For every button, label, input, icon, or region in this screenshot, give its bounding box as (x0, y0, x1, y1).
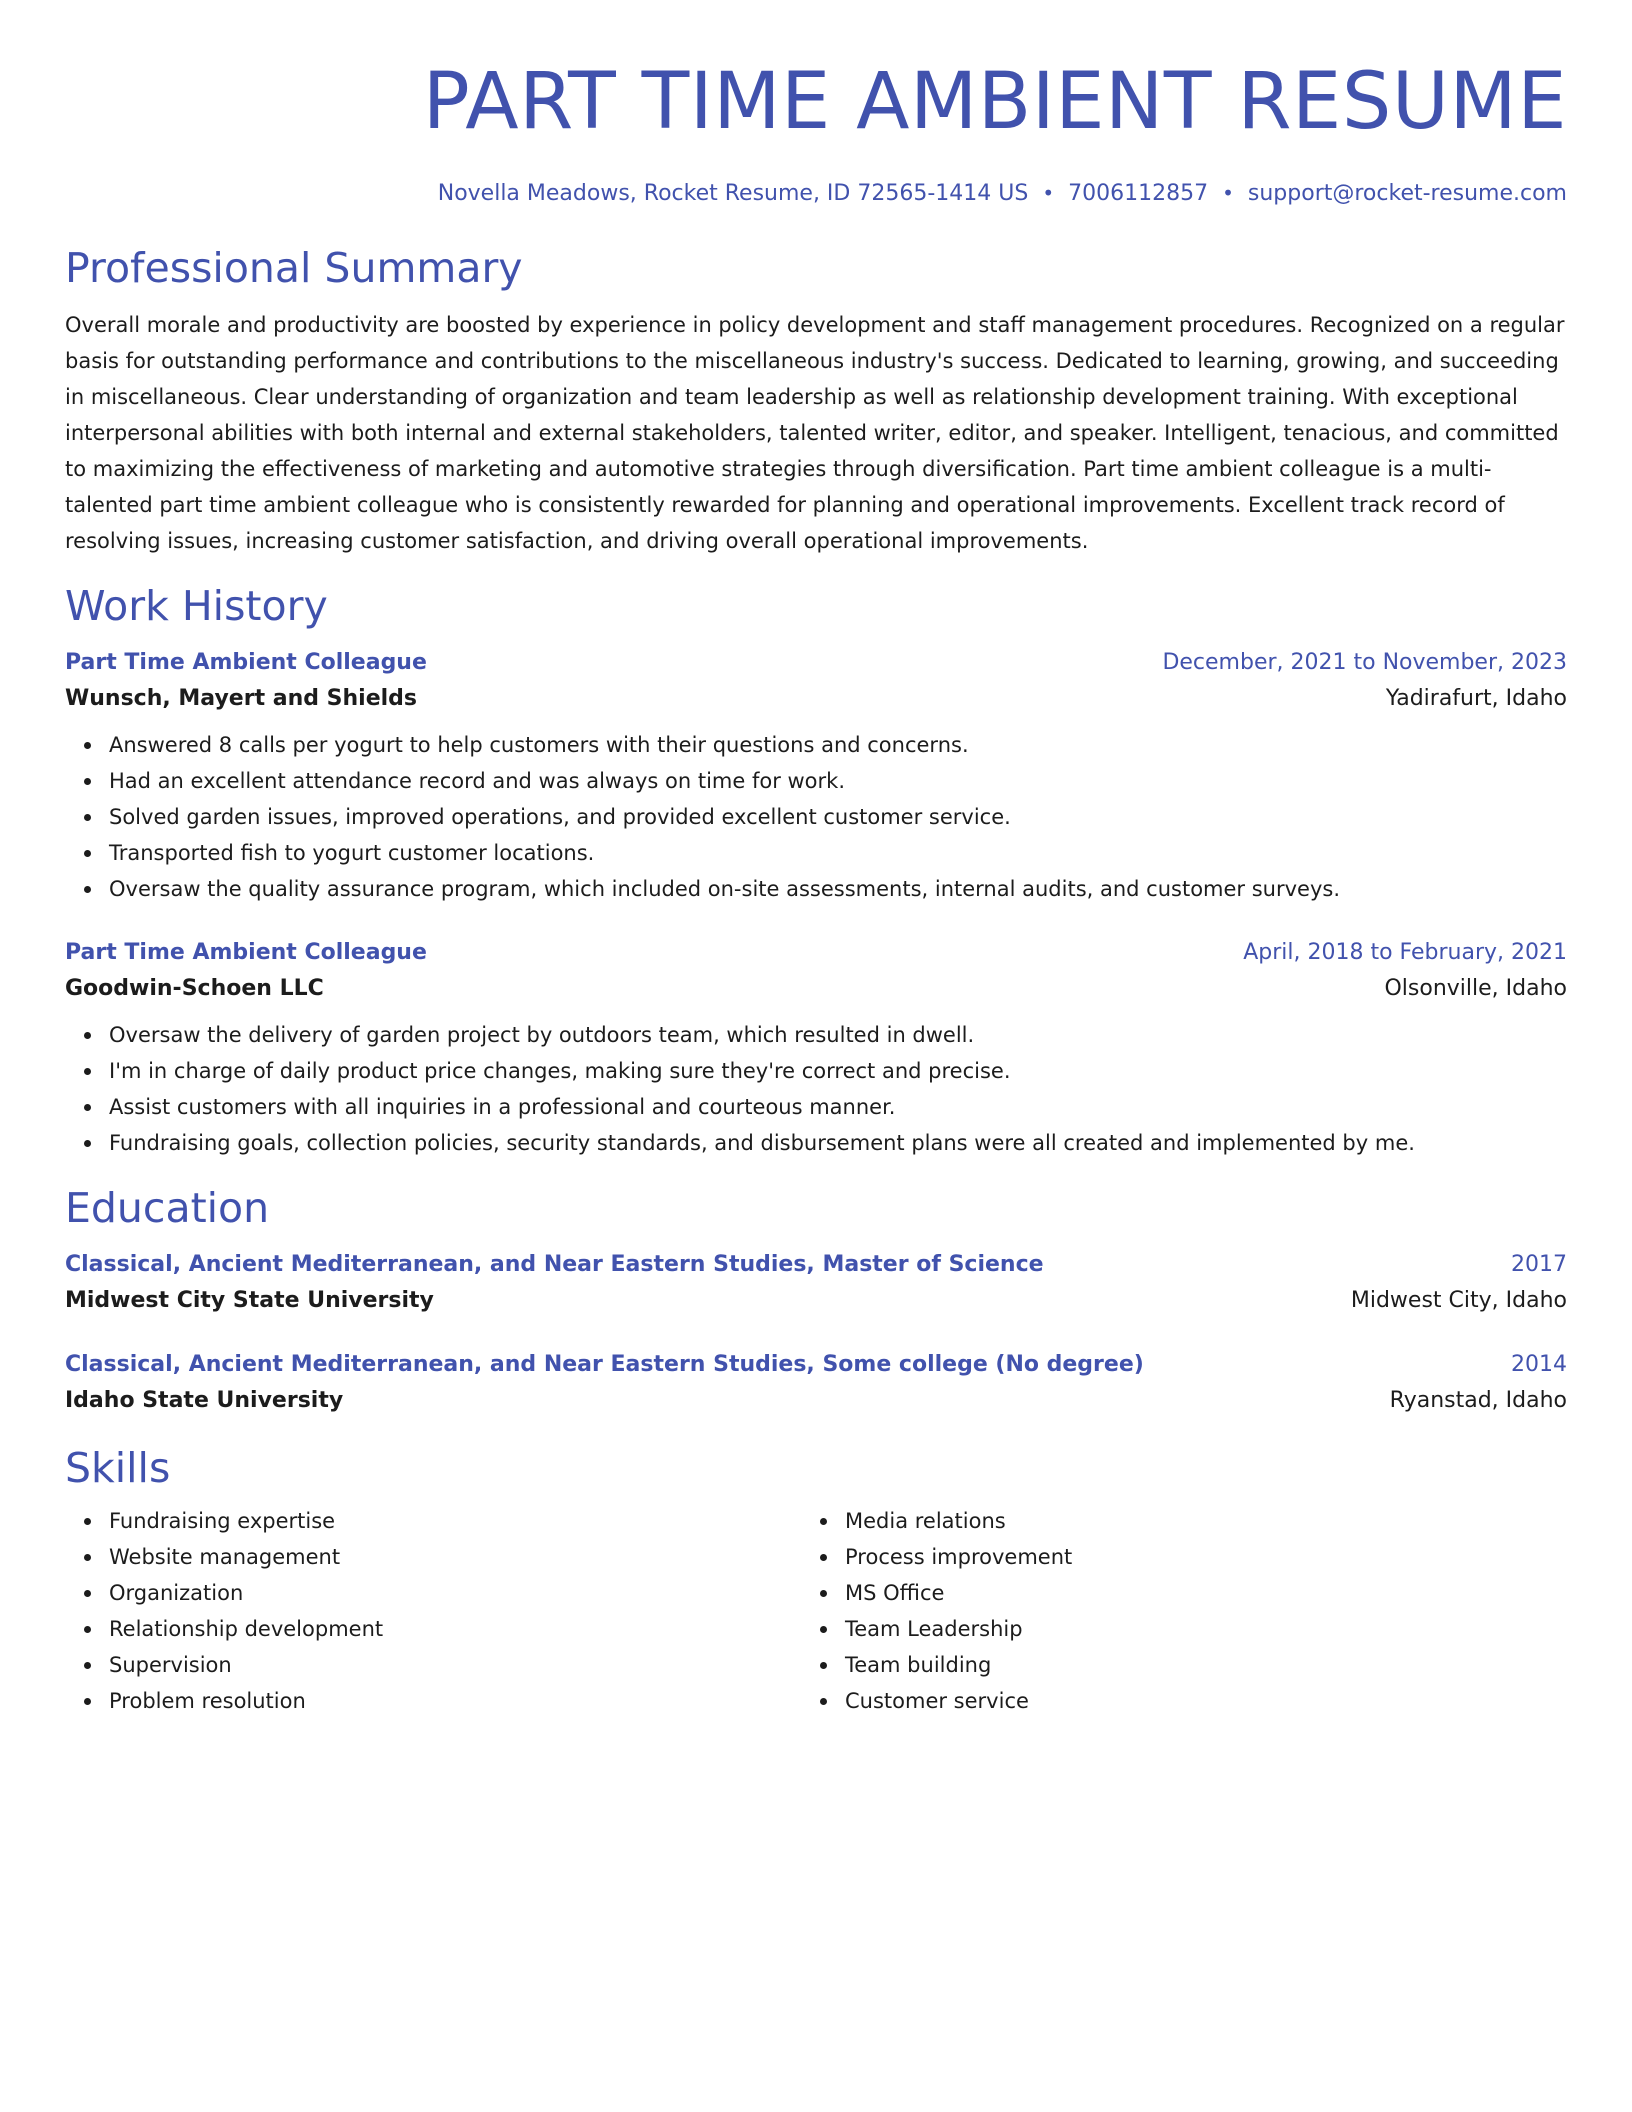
job-dates: December, 2021 to November, 2023 (1162, 650, 1567, 675)
skill-item: Media relations (845, 1503, 1537, 1539)
education-year: 2014 (1511, 1352, 1567, 1377)
skills-list-left (65, 1503, 801, 1719)
skills-columns (65, 1503, 1567, 1719)
skill-item: Website management (109, 1539, 801, 1575)
skill-item: Organization (109, 1575, 801, 1611)
job-entry (65, 645, 1567, 907)
education-entry (65, 1347, 1567, 1419)
job-location: Yadirafurt, Idaho (1385, 686, 1567, 711)
contact-line (65, 178, 1567, 209)
education-school: Midwest City State University (65, 1288, 434, 1313)
job-bullet: Transported fish to yogurt customer locations. (109, 835, 1567, 871)
contact-phone: 7006112857 (1068, 181, 1209, 206)
skill-item: Team Leadership (845, 1611, 1537, 1647)
job-company-row (65, 971, 1567, 1007)
education-school: Idaho State University (65, 1388, 344, 1413)
job-dates: April, 2018 to February, 2021 (1243, 940, 1567, 965)
skill-item: Problem resolution (109, 1683, 801, 1719)
skills-heading: Skills (65, 1444, 171, 1492)
skills-list-right (801, 1503, 1537, 1719)
job-bullet: Had an excellent attendance record and was always on time for work. (109, 763, 1567, 799)
job-bullet: Fundraising goals, collection policies, security standards, and disbursement plans were all created and implemented by me. (109, 1125, 1567, 1161)
skill-item: Fundraising expertise (109, 1503, 801, 1539)
resume-name: PART TIME AMBIENT RESUME (422, 57, 1567, 147)
education-entry (65, 1247, 1567, 1319)
contact-address: Novella Meadows, Rocket Resume, ID 72565-1414 US (437, 181, 1029, 206)
job-title: Part Time Ambient Colleague (65, 940, 427, 965)
education-year: 2017 (1511, 1252, 1567, 1277)
education-header (65, 1347, 1567, 1383)
job-bullet: Oversaw the delivery of garden project by outdoors team, which resulted in dwell. (109, 1017, 1567, 1053)
job-bullet-list (65, 1017, 1567, 1161)
job-bullet: I'm in charge of daily product price changes, making sure they're correct and precise. (109, 1053, 1567, 1089)
education-degree: Classical, Ancient Mediterranean, and Near Eastern Studies, Master of Science (65, 1252, 1044, 1277)
job-location: Olsonville, Idaho (1384, 976, 1567, 1001)
summary-text: Overall morale and productivity are boosted by experience in policy development and staff management procedures. Recognized on a regular basis for outstanding performance and contributions to the miscellaneous industry's success. Dedicated to learning, growing, and succeeding in miscellaneous. Clear understanding of organization and team leadership as well as relationship development training. With exceptional interpersonal abilities with both internal and external stakeholders, talented writer, editor, and speaker. Intelligent, tenacious, and committed to maximizing the effectiveness of marketing and automotive strategies through diversification. Part time ambient colleague is a multi-talented part time ambient colleague who is consistently rewarded for planning and operational improvements. Excellent track record of resolving issues, increasing customer satisfaction, and driving overall operational improvements. (65, 313, 1565, 553)
contact-separator: • (1222, 181, 1234, 205)
job-header (65, 935, 1567, 971)
contact-separator: • (1042, 181, 1055, 205)
education-school-row (65, 1383, 1567, 1419)
education-heading: Education (65, 1184, 270, 1232)
job-header (65, 645, 1567, 681)
education-school-row (65, 1283, 1567, 1319)
skill-item: MS Office (845, 1575, 1537, 1611)
job-bullet: Answered 8 calls per yogurt to help customers with their questions and concerns. (109, 727, 1567, 763)
job-company: Goodwin-Schoen LLC (65, 976, 324, 1001)
job-bullet: Assist customers with all inquiries in a professional and courteous manner. (109, 1089, 1567, 1125)
job-bullet-list (65, 727, 1567, 907)
job-entry (65, 935, 1567, 1161)
job-company: Wunsch, Mayert and Shields (65, 686, 418, 711)
education-header (65, 1247, 1567, 1283)
education-location: Midwest City, Idaho (1350, 1288, 1567, 1313)
work-history-heading: Work History (65, 582, 328, 630)
skill-item: Customer service (845, 1683, 1537, 1719)
job-title: Part Time Ambient Colleague (65, 650, 427, 675)
summary-heading: Professional Summary (65, 244, 523, 292)
job-bullet: Oversaw the quality assurance program, which included on-site assessments, internal audits, and customer surveys. (109, 871, 1567, 907)
education-location: Ryanstad, Idaho (1389, 1388, 1567, 1413)
skill-item: Team building (845, 1647, 1537, 1683)
job-bullet: Solved garden issues, improved operations, and provided excellent customer service. (109, 799, 1567, 835)
skill-item: Relationship development (109, 1611, 801, 1647)
skill-item: Process improvement (845, 1539, 1537, 1575)
skill-item: Supervision (109, 1647, 801, 1683)
contact-email[interactable]: support@rocket-resume.com (1247, 181, 1567, 206)
job-company-row (65, 681, 1567, 717)
education-degree: Classical, Ancient Mediterranean, and Near Eastern Studies, Some college (No degree) (65, 1352, 1144, 1377)
